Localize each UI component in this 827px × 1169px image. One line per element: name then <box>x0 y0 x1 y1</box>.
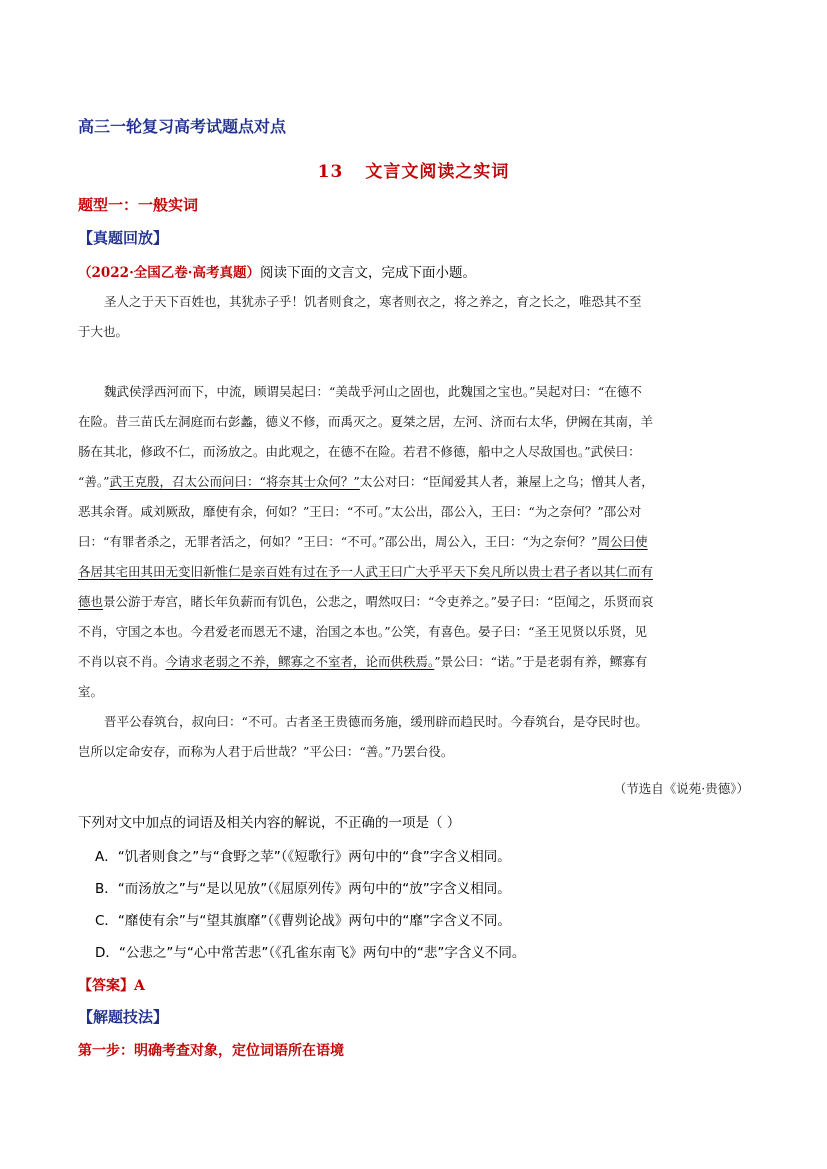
passage-line: 不肖，守国之本也。今君爱老而恩无不逮，治国之本也。”公笑，有喜色。晏子曰：“圣王见贤以乐贤，见 <box>78 624 648 639</box>
answer-line: 【答案】A <box>78 978 145 994</box>
passage-line: 于大也。 <box>78 324 129 339</box>
section-name: 文言文阅读之实词 <box>365 162 510 182</box>
document-header-title: 高三一轮复习高考试题点对点 <box>78 117 287 136</box>
passage-line: 肠在其北，修政不仁，而汤放之。由此观之，在德不在险。若君不修德，船中之人尽敌国也。”武侯曰： <box>78 444 641 459</box>
underlined-sentence: 周公曰使 <box>597 534 648 549</box>
question-stem: 下列对文中加点的词语及相关内容的解说，不正确的一项是（ ） <box>78 815 461 831</box>
passage-line: 恶其余胥。咸刘厥敌，靡使有余，何如？”王曰：“不可。”太公出，邵公入，王曰：“为之奈何？”邵公对 <box>78 504 642 519</box>
passage-line: 室。 <box>78 684 104 699</box>
passage-line: 不肖以哀不肖。 <box>78 654 166 669</box>
passage-paragraph-2 <box>78 377 758 707</box>
passage-line: 晋平公春筑台，叔向曰：“不可。古者圣王贵德而务施，缓刑辟而趋民时。今春筑台，是夺民时也。 <box>104 714 648 729</box>
underlined-sentence: 德也 <box>78 594 104 609</box>
source-line <box>78 261 476 281</box>
underlined-sentence: 武王克殷，召太公而问曰：“将奈其士众何？” <box>109 474 360 489</box>
technique-heading: 【解题技法】 <box>78 1008 169 1026</box>
passage-line: 在险。昔三苗氏左洞庭而右彭蠡，德义不修，而禹灭之。夏桀之居，左河、济而右太华，伊阙在其南，羊 <box>78 414 654 429</box>
step-one-heading: 第一步：明确考查对象，定位词语所在语境 <box>78 1043 344 1059</box>
question-type-heading: 题型一：一般实词 <box>78 196 199 214</box>
source-instruction: 阅读下面的文言文，完成下面小题。 <box>259 265 476 281</box>
option-d: D．“公悲之”与“心中常苦悲”（《孔雀东南飞》两句中的“悲”字含义不同。 <box>95 945 526 961</box>
passage-line: 魏武侯浮西河而下，中流，顾谓吴起曰：“美哉乎河山之固也，此魏国之宝也。”吴起对曰：“在德不 <box>104 384 642 399</box>
passage-line: 圣人之于天下百姓也，其犹赤子乎！饥者则食之，寒者则衣之，将之养之，育之长之，唯恐其不至 <box>104 294 642 309</box>
passage-line: 岂所以定命安存，而称为人君于后世哉？”平公曰：“善。”乃罢台役。 <box>78 744 454 759</box>
passage-paragraph-1 <box>78 287 758 347</box>
option-b: B．“而汤放之”与“是以见放”（《屈原列传》两句中的“放”字含义相同。 <box>95 881 511 897</box>
section-title <box>0 157 827 182</box>
passage-paragraph-3 <box>78 707 758 767</box>
passage-line: 太公对曰：“臣闻爱其人者，兼屋上之乌；憎其人者， <box>359 474 654 489</box>
option-c: C．“靡使有余”与“望其旗靡”（《曹刿论战》两句中的“靡”字含义不同。 <box>95 913 511 929</box>
real-exam-heading: 【真题回放】 <box>78 229 169 247</box>
section-number: 13 <box>317 162 344 182</box>
passage-credit: （节选自《说苑·贵德》） <box>613 781 749 796</box>
underlined-sentence: 今请求老弱之不养，鳏寡之不室者，论而供秩焉。 <box>165 654 435 669</box>
passage-line: 曰：“有罪者杀之，无罪者活之，何如？”王曰：“不可。”邵公出，周公入，王曰：“为之奈何？” <box>78 534 598 549</box>
passage-line: ”景公曰：“诺。”于是老弱有养，鳏寡有 <box>434 654 648 669</box>
underlined-sentence: 各居其宅田其田无变旧新惟仁是亲百姓有过在予一人武王曰广大乎平天下矣凡所以贵士君子者以其仁而有 <box>78 564 654 579</box>
passage-line: “善。” <box>78 474 110 489</box>
option-a: A．“饥者则食之”与“食野之苹”（《短歌行》两句中的“食”字含义相同。 <box>95 849 511 865</box>
source-tag: （2022·全国乙卷·高考真题） <box>78 265 260 281</box>
passage-line: 景公游于寿宫，睹长年负薪而有饥色，公悲之，喟然叹曰：“令吏养之。”晏子曰：“臣闻之，乐贤而哀 <box>103 594 654 609</box>
